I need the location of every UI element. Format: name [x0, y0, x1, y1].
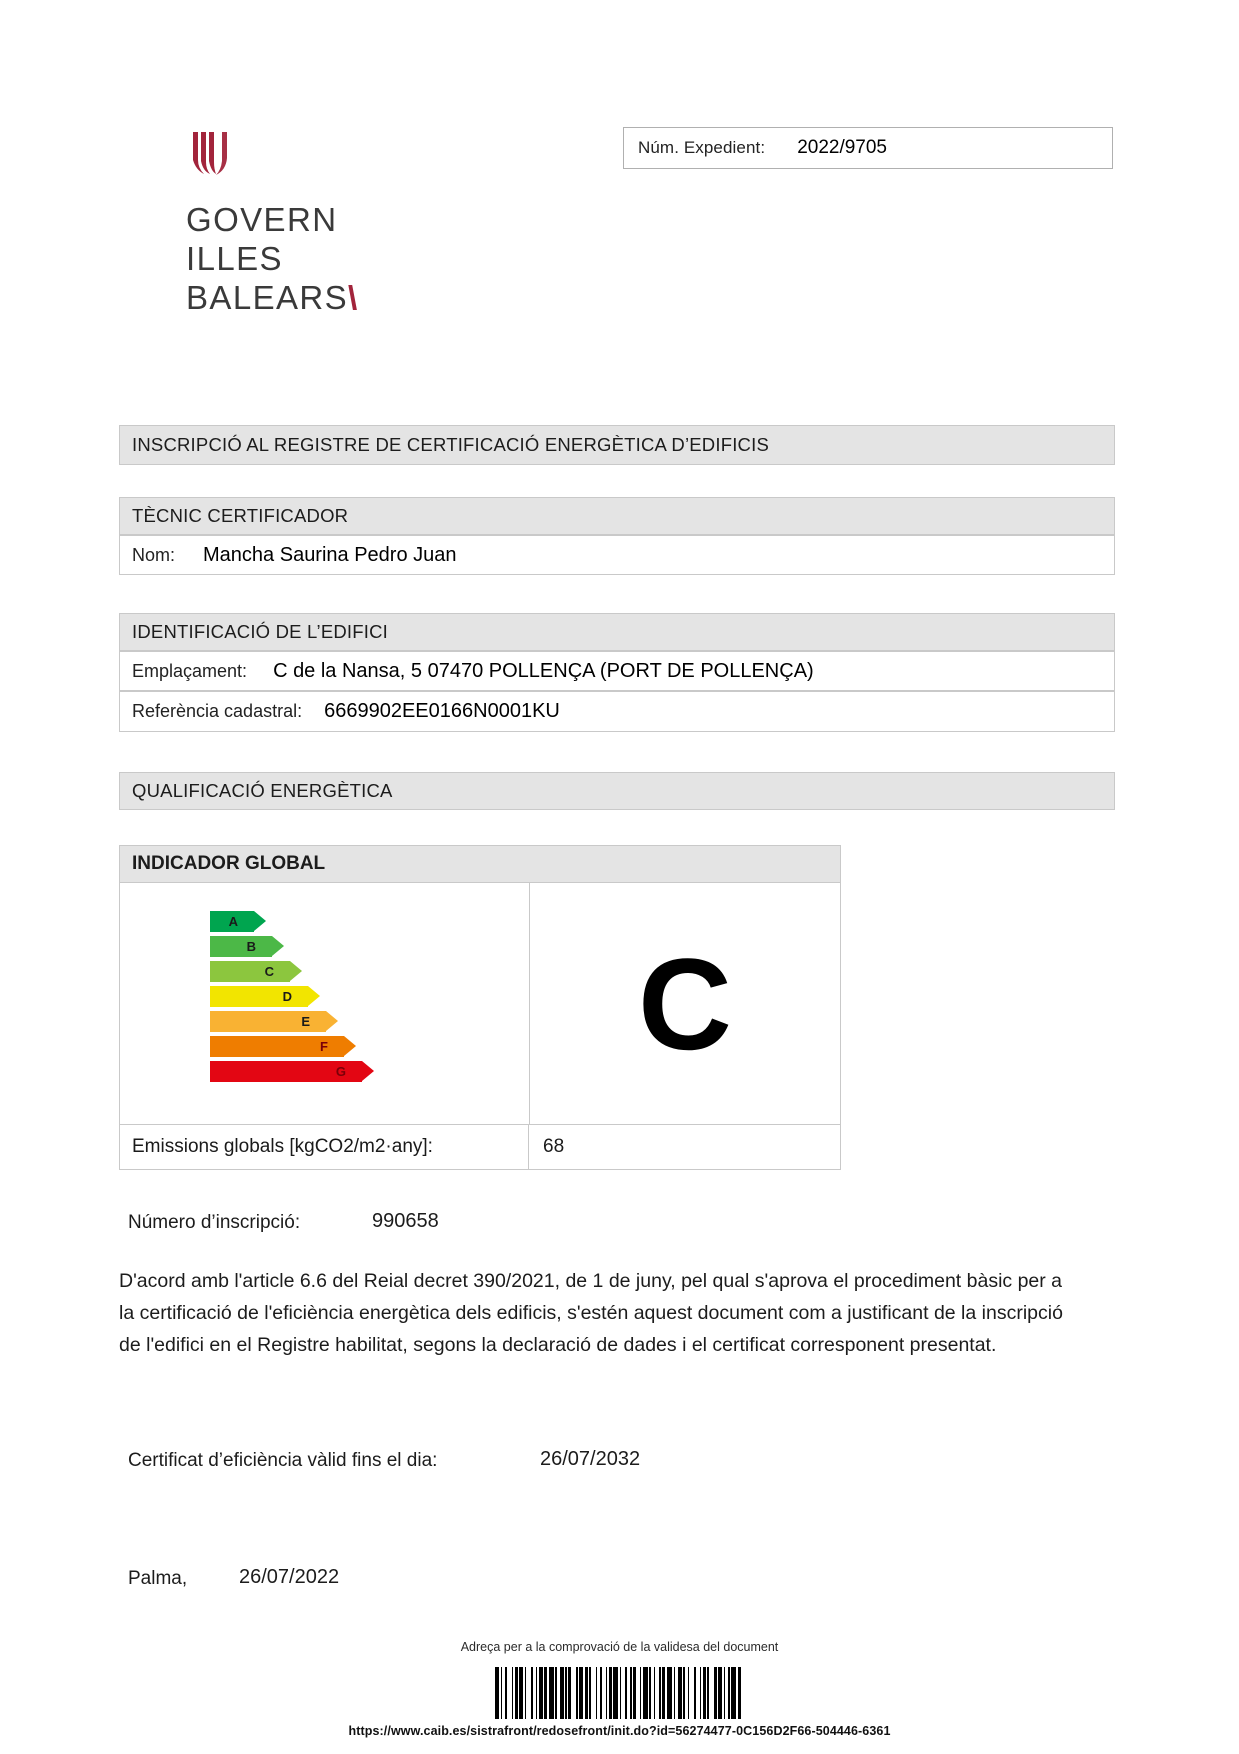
energy-scale-row-e	[210, 1011, 500, 1032]
shield-icon	[190, 130, 230, 178]
inscripcio-value: 990658	[372, 1210, 439, 1232]
validesa-value: 26/07/2032	[540, 1448, 641, 1470]
energy-scale-letter-b: B	[246, 939, 256, 954]
govern-illes-balears-logo	[186, 130, 446, 318]
emissions-value: 68	[543, 1136, 565, 1157]
energy-scale-letter-d: D	[282, 989, 292, 1004]
emplacament-value: C de la Nansa, 5 07470 POLLENÇA (PORT DE POLLENÇA)	[273, 659, 814, 682]
referencia-value: 6669902EE0166N0001KU	[324, 700, 560, 722]
indicador-global-body	[119, 883, 841, 1125]
logo-line-2: ILLES	[186, 239, 283, 277]
energy-scale-letter-f: F	[320, 1039, 328, 1054]
indicador-global-header: INDICADOR GLOBAL	[119, 845, 841, 883]
signature-date: 26/07/2022	[239, 1566, 340, 1588]
expedient-label: Núm. Expedient:	[638, 138, 766, 157]
energy-scale-bars	[210, 911, 500, 1086]
legal-paragraph: D'acord amb l'article 6.6 del Reial decret 390/2021, de 1 de juny, pel qual s'aprova el procediment bàsic per a la certificació de l'eficiència energètica dels edificis, s'estén aquest document com a justificant de la inscripció de l'edifici en el Registre habilitat, segons la declaració de dades i el certificat corresponent presentat.	[119, 1270, 1063, 1357]
emissions-row	[119, 1125, 841, 1170]
nom-label: Nom:	[132, 544, 176, 565]
logo-line-1: GOVERN	[186, 201, 338, 238]
energy-scale-letter-a: A	[228, 914, 238, 929]
nom-value: Mancha Saurina Pedro Juan	[203, 543, 457, 566]
energy-scale-letter-e: E	[301, 1014, 310, 1029]
registry-title-bar: INSCRIPCIÓ AL REGISTRE DE CERTIFICACIÓ ENERGÈTICA D’EDIFICIS	[119, 425, 1115, 465]
energy-scale-row-a	[210, 911, 500, 932]
inscripcio-label: Número d’inscripció:	[128, 1212, 301, 1233]
section-tecnic-certificador: TÈCNIC CERTIFICADOR	[119, 497, 1115, 535]
logo-line-3: BALEARS	[186, 278, 349, 316]
document-footer	[0, 1640, 1239, 1738]
emplacament-label: Emplaçament:	[132, 660, 248, 681]
energy-scale-bar-e	[210, 1011, 326, 1032]
referencia-label: Referència cadastral:	[132, 701, 303, 721]
energy-scale-bar-b	[210, 936, 272, 957]
validesa-label: Certificat d’eficiència vàlid fins el dia:	[128, 1450, 438, 1471]
energy-scale-row-f	[210, 1036, 500, 1057]
energy-rating-letter: C	[638, 930, 732, 1077]
signature-city: Palma,	[128, 1568, 188, 1589]
row-emplacament	[119, 651, 1115, 691]
row-referencia-cadastral	[119, 691, 1115, 732]
energy-scale-bar-c	[210, 961, 290, 982]
energy-scale	[120, 883, 530, 1124]
verification-url[interactable]: https://www.caib.es/sistrafront/redosefront/init.do?id=56274477-0C156D2F66-504446-6361	[348, 1724, 891, 1738]
expedient-box	[623, 127, 1113, 169]
energy-scale-row-g	[210, 1061, 500, 1082]
section-identificacio-edifici: IDENTIFICACIÓ DE L’EDIFICI	[119, 613, 1115, 651]
energy-scale-row-d	[210, 986, 500, 1007]
energy-scale-bar-d	[210, 986, 308, 1007]
barcode	[495, 1667, 745, 1719]
expedient-value: 2022/9705	[797, 137, 888, 158]
energy-scale-row-c	[210, 961, 500, 982]
emissions-label: Emissions globals [kgCO2/m2·any]:	[120, 1125, 529, 1169]
logo-line-3-wrap	[186, 279, 446, 318]
energy-scale-row-b	[210, 936, 500, 957]
energy-scale-bar-g	[210, 1061, 362, 1082]
logo-wordmark	[186, 201, 446, 318]
section-qualificacio-energetica: QUALIFICACIÓ ENERGÈTICA	[119, 772, 1115, 810]
energy-scale-bar-a	[210, 911, 254, 932]
row-nom	[119, 535, 1115, 575]
energy-scale-letter-g: G	[335, 1064, 346, 1079]
logo-slash: \	[348, 278, 358, 316]
energy-scale-bar-f	[210, 1036, 344, 1057]
footer-caption: Adreça per a la comprovació de la validesa del document	[460, 1640, 779, 1654]
energy-scale-letter-c: C	[264, 964, 274, 979]
